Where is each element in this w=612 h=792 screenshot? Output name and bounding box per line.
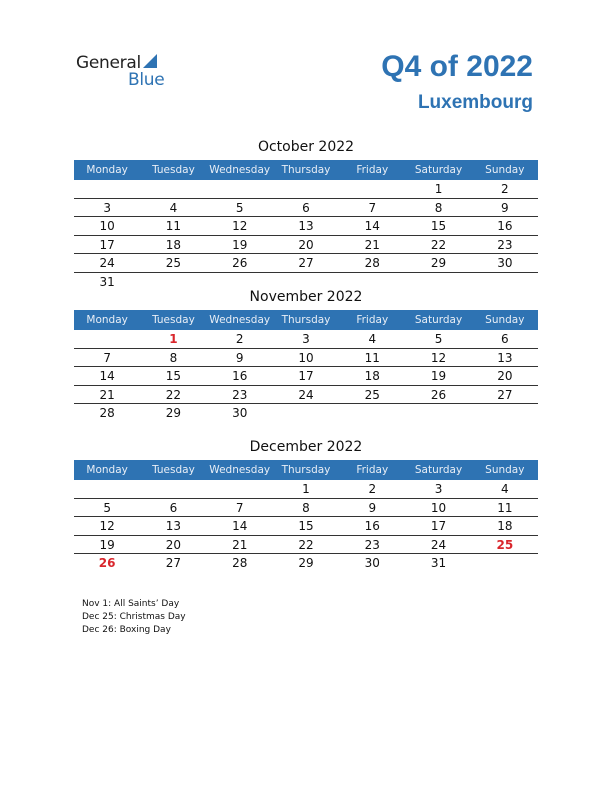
day-cell: 10 <box>430 500 447 515</box>
week-row <box>74 254 538 273</box>
day-cell: 29 <box>298 556 314 570</box>
month-calendar <box>74 438 538 572</box>
week-row <box>74 180 538 199</box>
day-cell: 5 <box>434 332 443 346</box>
day-cell: 27 <box>165 556 182 570</box>
day-cell: 9 <box>368 500 377 515</box>
week-row <box>74 480 538 499</box>
day-cell: 18 <box>497 519 513 533</box>
day-cell: 2 <box>235 332 244 346</box>
day-cell: 25 <box>496 537 514 552</box>
weekday-label: Saturday <box>414 314 463 326</box>
day-cell: 12 <box>232 219 248 233</box>
empty-day-cell <box>273 404 339 422</box>
weekday-label: Sunday <box>485 164 525 176</box>
weekday-label: Thursday <box>281 464 331 476</box>
day-cell: 20 <box>298 237 314 252</box>
day-cell: 17 <box>298 369 314 383</box>
week-row <box>74 536 538 555</box>
day-cell: 20 <box>165 537 182 552</box>
month-title: December 2022 <box>249 439 363 455</box>
month-title: November 2022 <box>249 289 363 305</box>
day-cell: 27 <box>497 387 513 402</box>
day-cell: 29 <box>430 256 447 270</box>
week-row <box>74 217 538 236</box>
empty-day-cell <box>339 404 405 422</box>
day-cell: 8 <box>169 350 178 365</box>
day-cell: 22 <box>430 237 447 252</box>
day-cell: 17 <box>99 237 115 252</box>
day-cell: 16 <box>232 369 248 383</box>
day-cell: 18 <box>364 369 380 383</box>
weekday-label: Wednesday <box>209 314 271 326</box>
day-cell: 3 <box>434 482 443 496</box>
day-cell: 9 <box>501 200 509 215</box>
day-cell: 13 <box>165 519 182 533</box>
day-cell: 3 <box>103 200 111 215</box>
page-title: Q4 of 2022 <box>381 50 533 83</box>
weekday-label: Wednesday <box>209 164 271 176</box>
weekday-label: Sunday <box>485 314 525 326</box>
day-cell: 24 <box>99 256 115 270</box>
weekday-label: Friday <box>356 164 389 176</box>
country-name: Luxembourg <box>417 92 533 113</box>
day-cell: 4 <box>501 482 509 496</box>
day-cell: 26 <box>98 556 116 570</box>
day-cell: 15 <box>165 369 182 383</box>
month-calendar <box>74 138 538 290</box>
day-cell: 23 <box>232 387 248 402</box>
week-row <box>74 517 538 536</box>
day-cell: 15 <box>298 519 314 533</box>
day-cell: 31 <box>430 556 447 570</box>
day-cell: 14 <box>364 219 380 233</box>
day-cell: 25 <box>364 387 380 402</box>
logo-text-general: General <box>76 53 141 73</box>
day-cell: 26 <box>430 387 447 402</box>
weekday-label: Friday <box>356 464 389 476</box>
day-cell: 17 <box>430 519 447 533</box>
day-cell: 25 <box>165 256 182 270</box>
day-cell: 10 <box>298 350 314 365</box>
holiday-note: Dec 26: Boxing Day <box>82 625 171 635</box>
day-cell: 11 <box>364 350 380 365</box>
day-cell: 27 <box>298 256 314 270</box>
day-cell: 15 <box>430 219 447 233</box>
empty-day-cell <box>405 404 471 422</box>
weekday-label: Saturday <box>414 464 463 476</box>
weekday-label: Wednesday <box>209 464 271 476</box>
day-cell: 1 <box>302 482 310 496</box>
day-cell: 19 <box>430 369 447 383</box>
logo <box>76 53 176 89</box>
day-cell: 6 <box>169 500 178 515</box>
day-cell: 10 <box>99 219 115 233</box>
empty-day-cell <box>74 330 140 348</box>
day-cell: 22 <box>298 537 314 552</box>
week-row <box>74 404 538 422</box>
empty-day-cell <box>472 404 538 422</box>
day-cell: 3 <box>302 332 310 346</box>
day-cell: 2 <box>368 482 377 496</box>
day-cell: 29 <box>165 406 182 420</box>
week-row <box>74 367 538 386</box>
day-cell: 1 <box>434 182 443 196</box>
day-cell: 30 <box>232 406 248 420</box>
weekday-label: Monday <box>86 314 128 326</box>
empty-day-cell <box>273 180 339 198</box>
empty-day-cell <box>207 480 273 498</box>
day-cell: 1 <box>169 332 178 346</box>
weekday-label: Friday <box>356 314 389 326</box>
day-cell: 11 <box>165 219 182 233</box>
day-cell: 7 <box>103 350 111 365</box>
day-cell: 8 <box>302 500 310 515</box>
logo-triangle-icon <box>143 54 157 68</box>
weekday-label: Tuesday <box>152 464 195 476</box>
day-cell: 30 <box>497 256 513 270</box>
day-cell: 2 <box>501 182 509 196</box>
day-cell: 23 <box>497 237 513 252</box>
day-cell: 21 <box>364 237 380 252</box>
empty-day-cell <box>74 180 140 198</box>
week-row <box>74 236 538 255</box>
day-cell: 13 <box>298 219 314 233</box>
holiday-note: Nov 1: All Saints’ Day <box>82 599 180 609</box>
weekday-header <box>74 460 538 480</box>
holiday-note: Dec 25: Christmas Day <box>82 612 186 622</box>
day-cell: 8 <box>434 200 443 215</box>
weekday-label: Thursday <box>281 164 331 176</box>
day-cell: 6 <box>302 200 310 215</box>
day-cell: 16 <box>497 219 513 233</box>
month-calendar <box>74 288 538 422</box>
day-cell: 26 <box>232 256 248 270</box>
day-cell: 28 <box>232 556 248 570</box>
day-cell: 24 <box>430 537 447 552</box>
day-cell: 7 <box>368 200 377 215</box>
weekday-label: Tuesday <box>152 164 195 176</box>
month-title: October 2022 <box>257 139 355 155</box>
day-cell: 4 <box>169 200 178 215</box>
week-row <box>74 499 538 518</box>
empty-day-cell <box>140 480 206 498</box>
day-cell: 5 <box>103 500 111 515</box>
day-cell: 14 <box>99 369 115 383</box>
day-cell: 23 <box>364 537 380 552</box>
day-cell: 21 <box>99 387 115 402</box>
day-cell: 6 <box>501 332 509 346</box>
day-cell: 4 <box>368 332 377 346</box>
day-cell: 13 <box>497 350 513 365</box>
weekday-label: Thursday <box>281 314 331 326</box>
day-cell: 18 <box>165 237 182 252</box>
week-row <box>74 386 538 405</box>
day-cell: 11 <box>497 500 513 515</box>
week-row <box>74 199 538 218</box>
empty-day-cell <box>140 180 206 198</box>
day-cell: 7 <box>235 500 244 515</box>
day-cell: 31 <box>99 274 115 289</box>
logo-text-blue: Blue <box>128 70 165 90</box>
weekday-label: Sunday <box>485 464 525 476</box>
day-cell: 21 <box>232 537 248 552</box>
day-cell: 9 <box>235 350 244 365</box>
day-cell: 28 <box>364 256 380 270</box>
weekday-header <box>74 160 538 180</box>
day-cell: 14 <box>232 519 248 533</box>
day-cell: 22 <box>165 387 182 402</box>
empty-day-cell <box>207 180 273 198</box>
weekday-label: Saturday <box>414 164 463 176</box>
weekday-label: Monday <box>86 164 128 176</box>
empty-day-cell <box>339 180 405 198</box>
day-cell: 19 <box>99 537 115 552</box>
week-row <box>74 554 538 572</box>
weekday-label: Monday <box>86 464 128 476</box>
empty-day-cell <box>74 480 140 498</box>
day-cell: 5 <box>235 200 244 215</box>
day-cell: 20 <box>497 369 513 383</box>
day-cell: 19 <box>232 237 248 252</box>
week-row <box>74 349 538 368</box>
day-cell: 16 <box>364 519 380 533</box>
week-row <box>74 330 538 349</box>
holiday-notes <box>82 598 186 637</box>
weekday-label: Tuesday <box>152 314 195 326</box>
day-cell: 24 <box>298 387 314 402</box>
day-cell: 12 <box>430 350 447 365</box>
day-cell: 12 <box>99 519 115 533</box>
day-cell: 30 <box>364 556 380 570</box>
weekday-header <box>74 310 538 330</box>
day-cell: 28 <box>99 406 115 420</box>
empty-day-cell <box>472 554 538 572</box>
